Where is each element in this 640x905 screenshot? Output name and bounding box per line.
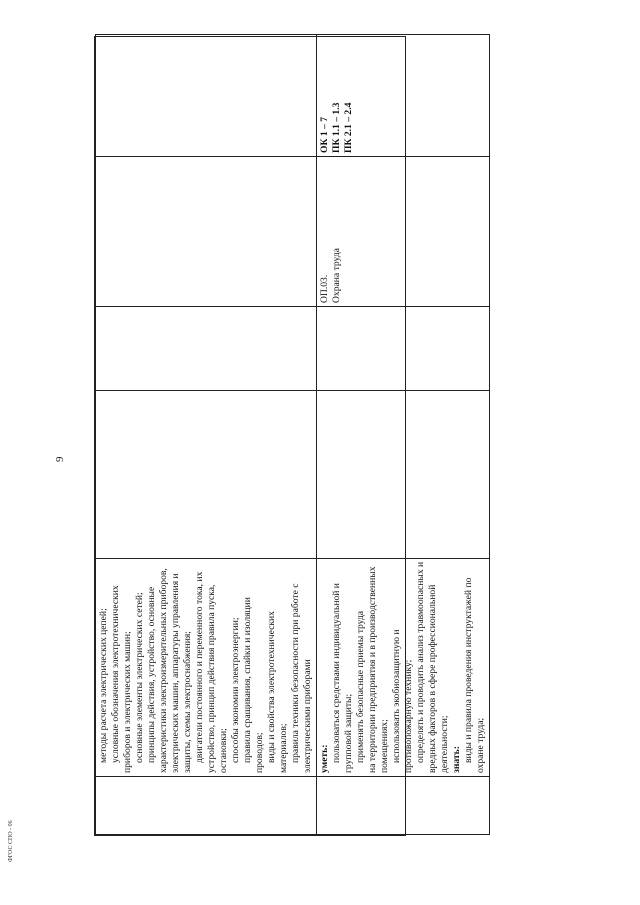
requirement-line: защиты, схемы электроснабжения; <box>181 631 193 773</box>
competencies-cell <box>316 35 489 157</box>
table-grid <box>95 34 490 835</box>
requirement-line: основные элементы электрических сетей; <box>133 592 145 763</box>
requirement-line: деятельности; <box>438 715 450 773</box>
footer-note: ФГОС СПО - 06 <box>8 820 14 862</box>
empty-cell <box>96 391 317 559</box>
requirement-line: приборов и электрических машин; <box>121 631 133 773</box>
requirement-line: групповой защиты; <box>342 693 354 773</box>
page-number: 9 <box>54 456 66 462</box>
requirement-line: материалов; <box>277 723 289 773</box>
requirements-cell <box>316 559 489 777</box>
requirement-line: правила сращивания, спайки и изоляции <box>241 597 253 763</box>
requirement-line: охране труда; <box>474 717 486 773</box>
requirement-line: способы экономии электроэнергии; <box>229 617 241 763</box>
requirement-line: пользоваться средствами индивидуальной и <box>330 583 342 763</box>
requirement-line: двигатели постоянного и переменного тока, их <box>193 571 205 763</box>
requirements-cell <box>96 559 317 777</box>
requirement-line: принципы действия, устройство, основные <box>145 586 157 763</box>
discipline-code: ОП.03. <box>318 274 330 303</box>
requirement-line: применять безопасные приемы труда <box>354 610 366 763</box>
requirement-line: виды и правила проведения инструктажей по <box>462 577 474 763</box>
table-row <box>96 35 317 835</box>
requirement-line: электрическими приборами <box>301 659 313 773</box>
requirement-line: правила техники безопасности при работе с <box>289 583 301 763</box>
requirement-line: вредных факторов в сфере профессиональной <box>426 584 438 773</box>
requirement-line: на территории предприятия и в производственных <box>366 566 378 773</box>
requirement-line: остановки; <box>217 728 229 773</box>
requirement-line: виды и свойства электротехнических <box>265 611 277 763</box>
competency-code: ПК 1.1 – 1.3 <box>330 102 342 153</box>
skills-heading: уметь: <box>318 744 330 773</box>
requirement-line: проводов; <box>253 732 265 773</box>
empty-cell <box>96 307 317 391</box>
empty-cell <box>316 391 489 559</box>
requirement-line: определять и проводить анализ травмоопасных и <box>414 561 426 763</box>
requirement-line: помещениях; <box>378 719 390 773</box>
requirement-line: методы расчета электрических цепей; <box>98 608 109 763</box>
competency-code: ПК 2.1 – 2.4 <box>342 102 354 153</box>
knowledge-heading: знать: <box>450 746 462 773</box>
discipline-cell <box>316 157 489 307</box>
requirement-line: электрических машин, аппаратуры управления и <box>169 573 181 773</box>
discipline-name: Охрана труда <box>330 248 342 303</box>
index-cell <box>316 777 489 835</box>
empty-cell <box>96 157 317 307</box>
curriculum-table <box>94 36 486 836</box>
empty-cell <box>96 35 317 157</box>
requirement-line: противопожарную технику; <box>402 659 414 773</box>
requirement-line: устройство, принцип действия правила пуска, <box>205 584 217 773</box>
requirement-line: условные обозначения электротехнических <box>109 585 121 763</box>
table-row <box>316 35 489 835</box>
index-cell <box>96 777 317 835</box>
requirement-line: характеристики электроизмерительных приборов, <box>157 568 169 773</box>
requirement-line: использовать экобиозащитную и <box>390 629 402 763</box>
empty-cell <box>316 307 489 391</box>
competency-code: ОК 1 – 7 <box>318 116 330 153</box>
